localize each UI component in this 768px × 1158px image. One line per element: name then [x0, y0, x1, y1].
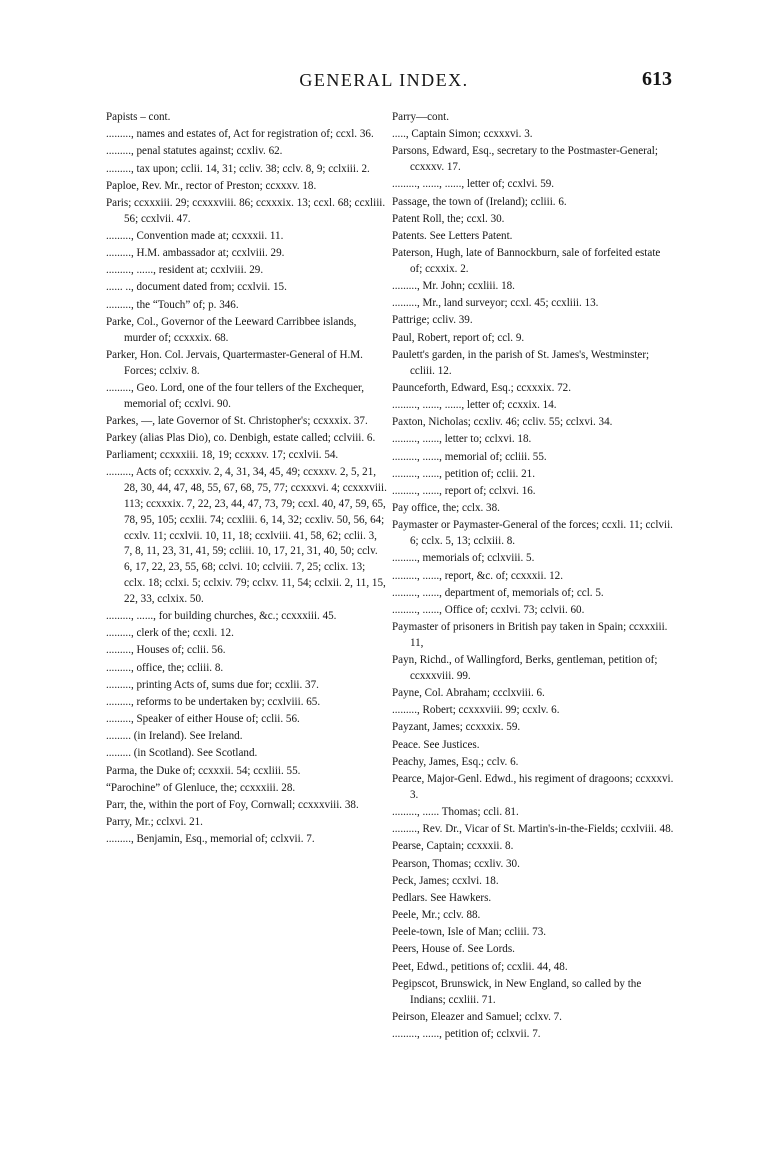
- index-entry: ........., Mr., land surveyor; ccxl. 45; ccxliii. 13.: [392, 297, 599, 310]
- index-entry: Passage, the town of (Ireland); ccliii. 6.: [392, 195, 567, 208]
- index-entry: ........., penal statutes against; ccxliv. 62.: [106, 145, 283, 158]
- index-entry: Paunceforth, Edward, Esq.; ccxxxix. 72.: [392, 381, 571, 394]
- index-entry: Payne, Col. Abraham; ccclxviii. 6.: [392, 687, 545, 700]
- index-entry: ........., reforms to be undertaken by; ccxlviii. 65.: [106, 695, 321, 708]
- index-entry: ........., H.M. ambassador at; ccxlviii. 29.: [106, 247, 285, 260]
- index-entry: ........., ......, resident at; ccxlviii. 29.: [106, 264, 264, 277]
- index-entry: ........., ......, for building churches, &c.; ccxxxiii. 45.: [106, 609, 337, 622]
- index-entry: ........., the “Touch” of; p. 346.: [106, 298, 239, 311]
- index-entry: ........., Rev. Dr., Vicar of St. Martin's-in-the-Fields; ccxlviii. 48.: [392, 823, 674, 836]
- index-entry: Pay office, the; cclx. 38.: [392, 502, 500, 515]
- index-entry: Paterson, Hugh, late of Bannockburn, sale of forfeited estate of; ccxxix. 2.: [392, 247, 661, 275]
- index-entry: Parke, Col., Governor of the Leeward Carribbee islands, murder of; ccxxxix. 68.: [106, 315, 357, 344]
- index-entry: Paulett's garden, in the parish of St. James's, Westminster; ccliii. 12.: [392, 348, 650, 377]
- index-entry: Parry—cont.: [392, 111, 449, 123]
- index-entry: Parry, Mr.; cclxvi. 21.: [106, 816, 203, 829]
- index-entry: Peet, Edwd., petitions of; ccxlii. 44, 48.: [392, 960, 568, 973]
- index-entry: ........., tax upon; cclii. 14, 31; ccliv. 38; cclv. 8, 9; cclxiii. 2.: [106, 162, 370, 175]
- index-entry: Peele, Mr.; cclv. 88.: [392, 909, 481, 922]
- index-entry: ...... .., document dated from; ccxlvii. 15.: [106, 281, 287, 294]
- index-entry: ......... (in Ireland). See Ireland.: [106, 730, 243, 743]
- index-entry: ........., Convention made at; ccxxxii. 11.: [106, 229, 284, 242]
- index-entry: ........., Acts of; ccxxxiv. 2, 4, 31, 34, 45, 49; ccxxxv. 2, 5, 21, 28, 30, 44, 47, 48, 55, 67, 68, 75, 77; ccxxxvi. 4; ccxxxviii. 113; ccxxxix. 7, 22, 23, 44, 47, 73, 79; ccxl. 40, 47, 59, 65, 78, 95, 105; ccxlii. 74; ccxliii. 6, 14, 32; ccxliv. 50, 56, 64; ccxlv. 11; ccxlvii. 10, 11, 18; ccxlviii. 41, 58, 62; cclii. 3, 7, 8, 11, 23, 31, 41, 59; ccliii. 10, 17, 21, 31, 40, 50; cclv. 6, 17, 22, 23, 55, 68; cclvi. 10; cclviii. 7, 25; cclix. 13; cclx. 18; cclxi. 5; cclxiv. 79; cclxv. 11, 54; cclxii. 2, 11, 15, 22, 33, cclxix. 50.: [106, 466, 387, 605]
- index-entry: ........., Houses of; cclii. 56.: [106, 644, 226, 657]
- index-entry: Parr, the, within the port of Foy, Cornwall; ccxxxviii. 38.: [106, 799, 359, 811]
- index-entry: ........., clerk of the; ccxli. 12.: [106, 627, 234, 640]
- index-entry: ........., Benjamin, Esq., memorial of; cclxvii. 7.: [106, 833, 315, 846]
- index-entry: ......... (in Scotland). See Scotland.: [106, 747, 258, 760]
- index-entry: ........., ......, ......, letter of; ccxlvi. 59.: [392, 178, 555, 191]
- index-entry: Parsons, Edward, Esq., secretary to the Postmaster-General; ccxxxv. 17.: [392, 145, 658, 174]
- index-entry: Parma, the Duke of; ccxxxii. 54; ccxliii. 55.: [106, 764, 301, 777]
- index-entry: Payn, Richd., of Wallingford, Berks, gentleman, petition of; ccxxxviii. 99.: [392, 654, 658, 682]
- index-entry: “Parochine” of Glenluce, the; ccxxxiii. 28.: [106, 781, 296, 794]
- index-entry: Parliament; ccxxxiii. 18, 19; ccxxxv. 17; ccxlvii. 54.: [106, 449, 339, 462]
- index-column-right: [392, 110, 674, 1044]
- index-entry: ........., Geo. Lord, one of the four tellers of the Exchequer, memorial of; ccxlvi. 90.: [106, 381, 365, 410]
- index-entry: ........., ......, report, &c. of; ccxxxii. 12.: [392, 569, 563, 582]
- index-entry: ........., ......, memorial of; ccliii. 55.: [392, 450, 547, 463]
- index-entry: Pearson, Thomas; ccxliv. 30.: [392, 857, 520, 870]
- index-entry: Paploe, Rev. Mr., rector of Preston; ccxxxv. 18.: [106, 179, 317, 192]
- index-entry: Pearce, Major-Genl. Edwd., his regiment of dragoons; ccxxxvi. 3.: [392, 772, 674, 801]
- index-entry: Parkes, —, late Governor of St. Christopher's; ccxxxix. 37.: [106, 414, 368, 427]
- index-entry: Parker, Hon. Col. Jervais, Quartermaster-General of H.M. Forces; cclxiv. 8.: [106, 348, 363, 377]
- index-entry: ........., Robert; ccxxxviii. 99; ccxlv. 6.: [392, 704, 560, 717]
- index-entry: Payzant, James; ccxxxix. 59.: [392, 721, 521, 734]
- index-entry: Pedlars. See Hawkers.: [392, 891, 492, 904]
- index-entry: Papists – cont.: [106, 111, 171, 123]
- index-entry: Peace. See Justices.: [392, 738, 480, 751]
- index-entry: Peers, House of. See Lords.: [392, 943, 515, 956]
- index-entry: ........., ......, ......, letter of; ccxxix. 14.: [392, 399, 557, 412]
- index-entry: ........., names and estates of, Act for registration of; ccxl. 36.: [106, 128, 374, 141]
- index-entry: Pearse, Captain; ccxxxii. 8.: [392, 840, 514, 853]
- index-entry: Paymaster or Paymaster-General of the forces; ccxli. 11; cclvii. 6; cclx. 5, 13; cclxiii. 8.: [392, 519, 673, 548]
- index-entry: ........., memorials of; cclxviii. 5.: [392, 552, 535, 565]
- index-entry: ........., ......, letter to; cclxvi. 18.: [392, 433, 532, 446]
- index-entry: ........., printing Acts of, sums due for; ccxlii. 37.: [106, 678, 319, 691]
- index-entry: ....., Captain Simon; ccxxxvi. 3.: [392, 128, 533, 141]
- index-entry: Pegipscot, Brunswick, in New England, so called by the Indians; ccxliii. 71.: [392, 977, 642, 1006]
- index-entry: Peachy, James, Esq.; cclv. 6.: [392, 755, 519, 768]
- index-entry: ........., ...... Thomas; ccli. 81.: [392, 805, 519, 818]
- index-entry: Patent Roll, the; ccxl. 30.: [392, 212, 505, 225]
- index-entry: Paris; ccxxxiii. 29; ccxxxviii. 86; ccxxxix. 13; ccxl. 68; ccxliii. 56; ccxlvii. 47.: [106, 196, 386, 225]
- index-entry: Patents. See Letters Patent.: [392, 229, 513, 242]
- index-entry: Paxton, Nicholas; ccxliv. 46; ccliv. 55; cclxvi. 34.: [392, 416, 613, 429]
- index-entry: ........., Mr. John; ccxliii. 18.: [392, 280, 515, 293]
- page-number: 613: [642, 68, 672, 90]
- index-entry: Peck, James; ccxlvi. 18.: [392, 874, 499, 887]
- index-entry: Pattrige; ccliv. 39.: [392, 314, 473, 327]
- page-title: GENERAL INDEX.: [299, 70, 469, 90]
- index-entry: ........., Speaker of either House of; cclii. 56.: [106, 713, 300, 726]
- index-entry: Peirson, Eleazer and Samuel; cclxv. 7.: [392, 1010, 562, 1023]
- index-entry: Paymaster of prisoners in British pay taken in Spain; ccxxxiii. 11,: [392, 621, 668, 649]
- index-entry: ........., office, the; ccliii. 8.: [106, 661, 224, 674]
- index-entry: Parkey (alias Plas Dio), co. Denbigh, estate called; cclviii. 6.: [106, 432, 376, 444]
- index-entry: ........., ......, report of; cclxvi. 16.: [392, 484, 536, 497]
- page-header: [0, 70, 768, 100]
- index-entry: ........., ......, petition of; cclii. 21.: [392, 467, 535, 480]
- index-entry: ........., ......, Office of; ccxlvi. 73; cclvii. 60.: [392, 603, 585, 616]
- index-column-left: [106, 110, 388, 850]
- index-entry: ........., ......, petition of; cclxvii. 7.: [392, 1028, 541, 1040]
- index-entry: Paul, Robert, report of; ccl. 9.: [392, 331, 525, 344]
- index-entry: Peele-town, Isle of Man; ccliii. 73.: [392, 926, 547, 939]
- index-entry: ........., ......, department of, memorials of; ccl. 5.: [392, 586, 604, 599]
